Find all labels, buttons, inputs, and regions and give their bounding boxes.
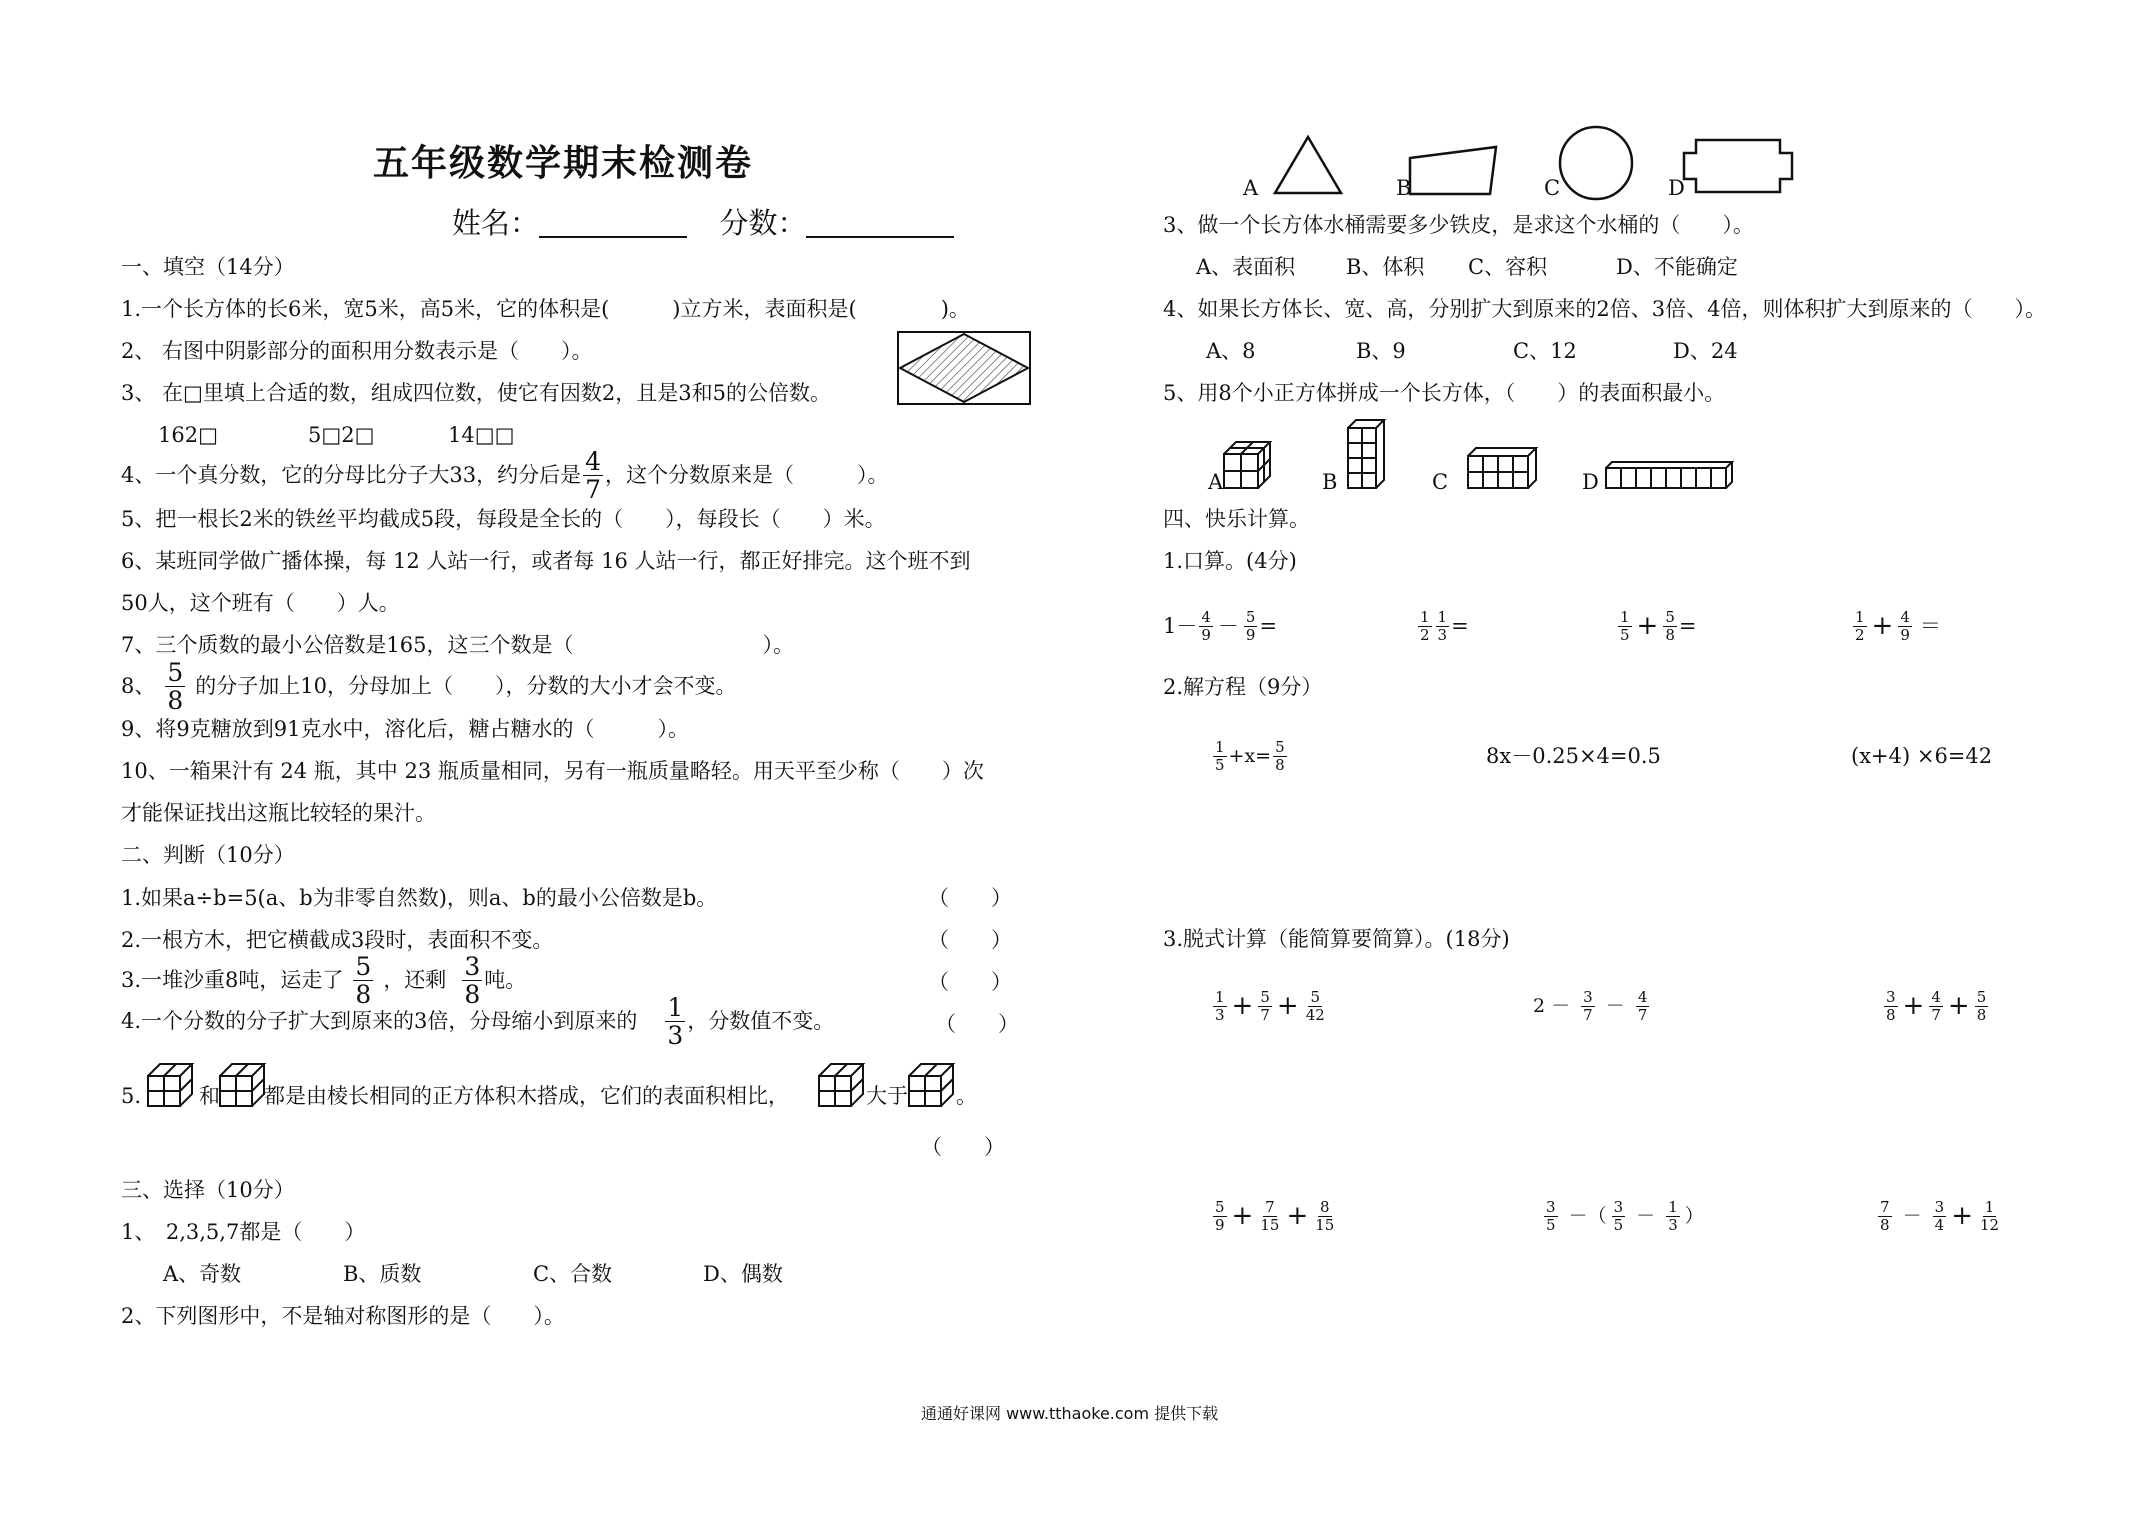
judge-q5-and: 和 (199, 1084, 220, 1108)
judge-q2: 2.一根方木，把它横截成3段时，表面积不变。 (121, 928, 554, 952)
section2-heading: 二、判断（10分） (121, 843, 295, 867)
judge-q5-bigger: 大于 (866, 1084, 908, 1108)
choice-q2: 2、下列图形中，不是轴对称图形的是（ ）。 (121, 1304, 565, 1328)
choice-q1-option-b[interactable]: B、质数 (343, 1262, 422, 1286)
trapezoid-shape (1406, 144, 1498, 196)
fraction: $\frac{3}{5}$ (1613, 1197, 1624, 1234)
cuboid-tall (1346, 418, 1386, 490)
fill-q4 (121, 446, 889, 504)
q4-fraction: $\frac{4}{7}$ (585, 446, 601, 504)
judge-q3-pre: 3.一堆沙重8吨，运走了 (121, 967, 344, 992)
name-label: 姓名： (452, 206, 540, 240)
fill-q10-line1: 10、一箱果汁有 24 瓶，其中 23 瓶质量相同，另有一瓶质量略轻。用天平至少称（ ）次 (121, 759, 984, 783)
name-field (452, 208, 954, 238)
page-title: 五年级数学期末检测卷 (373, 142, 754, 184)
operator: ） (1684, 1204, 1704, 1227)
judge-q4-answer[interactable]: （ ） (935, 1012, 1019, 1036)
calc-row2-item2 (1542, 1194, 1707, 1238)
operator: + (1947, 991, 1970, 1021)
operator: + (1231, 1201, 1254, 1231)
cube-figure-b (218, 1060, 270, 1108)
calc-row1-item2 (1530, 984, 1651, 1028)
fraction: $\frac{1}{3}$ (1668, 1197, 1678, 1234)
fill-q5: 5、把一根长2米的铁丝平均截成5段，每段是全长的（ ），每段长（ ）米。 (121, 507, 886, 531)
choice-q3: 3、做一个长方体水桶需要多少铁皮，是求这个水桶的（ ）。 (1163, 213, 1754, 237)
judge-q4 (121, 992, 835, 1050)
choice-q4-option-b[interactable]: B、9 (1356, 339, 1406, 363)
choice-q3-option-d[interactable]: D、不能确定 (1616, 255, 1738, 279)
judge-q4-post: ，分数值不变。 (687, 1008, 835, 1033)
score-label: 分数： (719, 206, 807, 240)
judge-q4-pre: 4.一个分数的分子扩大到原来的3倍，分母缩小到原来的 (121, 1008, 638, 1033)
fraction: $\frac{3}{5}$ (1546, 1197, 1556, 1234)
fraction: $\frac{5}{7}$ (1260, 987, 1270, 1024)
choice-q4: 4、如果长方体长、宽、高，分别扩大到原来的2倍、3倍、4倍，则体积扩大到原来的（ ）。 (1163, 297, 2046, 321)
judge-q5-text: 都是由棱长相同的正方体积木搭成，它们的表面积相比， (264, 1084, 789, 1108)
fraction: $\frac{5}{8}$ (1976, 987, 1987, 1024)
fraction: $\frac{7}{8}$ (1880, 1197, 1890, 1234)
fill-q6-line2: 50人，这个班有（ ）人。 (121, 591, 400, 615)
shape-label-b[interactable]: B (1396, 176, 1412, 200)
cuboid-2x2x2 (1222, 440, 1272, 490)
triangle-shape (1272, 134, 1344, 196)
operator: － (1896, 1204, 1928, 1227)
fill-q1: 1.一个长方体的长6米，宽5米，高5米，它的体积是( )立方米，表面积是( )。 (121, 297, 970, 321)
judge-q3-answer[interactable]: （ ） (928, 970, 1012, 994)
q8-text-post: 的分子加上10，分母加上（ ），分数的大小才会不变。 (195, 673, 737, 698)
judge-q3-post: 吨。 (484, 967, 527, 992)
fill-q2: 2、 右图中阴影部分的面积用分数表示是（ ）。 (121, 339, 593, 363)
score-blank[interactable] (806, 208, 954, 238)
judge-q3-mid: ，还剩 (383, 967, 447, 992)
choice-q1-option-d[interactable]: D、偶数 (703, 1262, 783, 1286)
calc-row2-item3 (1876, 1194, 2003, 1238)
cuboid-label-b[interactable]: B (1322, 470, 1338, 494)
operator: － (1630, 1204, 1662, 1227)
fill-q8 (121, 657, 737, 715)
choice-q3-option-b[interactable]: B、体积 (1346, 255, 1425, 279)
operator: －（ (1562, 1204, 1607, 1227)
operator: + (1951, 1201, 1973, 1231)
circle-shape (1557, 124, 1635, 202)
fill-q7: 7、三个质数的最小公倍数是165，这三个数是（ ）。 (121, 633, 794, 657)
fraction: $\frac{7}{15}$ (1260, 1197, 1280, 1234)
notched-rectangle-shape (1682, 137, 1794, 195)
oral-item-1: 1－ $\frac{4}{9}$ － $\frac{5}{9}$ = (1163, 607, 1278, 644)
fraction: $\frac{5}{9}$ (1215, 1197, 1225, 1234)
name-blank[interactable] (539, 208, 687, 238)
choice-q1: 1、 2,3,5,7都是（ ） (121, 1220, 366, 1244)
footer-text: 通通好课网 www.tthaoke.com 提供下载 (921, 1404, 1219, 1423)
fraction: $\frac{1}{12}$ (1979, 1197, 2000, 1234)
choice-q1-option-c[interactable]: C、合数 (533, 1262, 613, 1286)
operator: － (1599, 994, 1631, 1017)
choice-q4-option-a[interactable]: A、8 (1206, 339, 1256, 363)
judge-q3 (121, 951, 527, 1009)
shape-label-d[interactable]: D (1668, 176, 1685, 200)
section3-heading: 三、选择（10分） (121, 1178, 295, 1202)
equation-2: 8x－0.25×4=0.5 (1486, 744, 1661, 768)
judge-q1-answer[interactable]: （ ） (928, 886, 1012, 910)
operator: + (1286, 1201, 1309, 1231)
section4-heading: 四、快乐计算。 (1163, 507, 1310, 531)
q8-fraction: $\frac{5}{8}$ (167, 657, 184, 715)
cube-figure-b-compare (907, 1060, 959, 1108)
cuboid-wide (1466, 446, 1538, 490)
calc-row1-item1 (1211, 984, 1329, 1028)
judge-q5-answer[interactable]: （ ） (921, 1135, 1005, 1159)
choice-q4-option-c[interactable]: C、12 (1513, 339, 1577, 363)
shape-label-c[interactable]: C (1544, 176, 1561, 200)
fraction: $\frac{8}{15}$ (1315, 1197, 1335, 1234)
cuboid-long (1604, 460, 1736, 490)
choice-q1-option-a[interactable]: A、奇数 (163, 1262, 242, 1286)
fraction: $\frac{1}{3}$ (1215, 987, 1225, 1024)
cuboid-label-d[interactable]: D (1582, 470, 1599, 494)
equation-1: $\frac{1}{5}$ +x= $\frac{5}{8}$ (1215, 737, 1285, 774)
judge-q2-answer[interactable]: （ ） (928, 928, 1012, 952)
judge-q5-number: 5. (121, 1084, 142, 1108)
choice-q4-option-d[interactable]: D、24 (1673, 339, 1738, 363)
oral-item-3: $\frac{1}{5}$ + $\frac{5}{8}$ = (1620, 607, 1697, 644)
oral-heading: 1.口算。(4分) (1163, 549, 1297, 573)
calc-row2-item1 (1211, 1194, 1338, 1238)
cuboid-label-a[interactable]: A (1208, 470, 1224, 494)
judge-q3-fraction1: $\frac{5}{8}$ (355, 951, 372, 1009)
section1-heading: 一、填空（14分） (121, 255, 295, 279)
fraction: $\frac{5}{42}$ (1305, 987, 1325, 1024)
fill-q6-line1: 6、某班同学做广播体操，每 12 人站一行，或者每 16 人站一行，都正好排完。这个班不到 (121, 549, 971, 573)
choice-q3-option-c[interactable]: C、容积 (1468, 255, 1548, 279)
cube-figure-a-compare (817, 1060, 869, 1108)
fraction: $\frac{3}{4}$ (1934, 1197, 1945, 1234)
judge-q5-end: 。 (956, 1084, 977, 1108)
fraction: $\frac{3}{7}$ (1583, 987, 1593, 1024)
calc-row1-item3 (1882, 984, 1990, 1028)
operator: + (1902, 991, 1925, 1021)
shaded-rhombus-figure (897, 331, 1031, 405)
operator: 2 － (1533, 994, 1577, 1017)
oral-item-4: $\frac{1}{2}$ + $\frac{4}{9}$ ＝ (1855, 607, 1941, 644)
fill-q9: 9、将9克糖放到91克水中，溶化后，糖占糖水的（ ）。 (121, 717, 689, 741)
cuboid-label-c[interactable]: C (1432, 470, 1449, 494)
fraction: $\frac{4}{7}$ (1931, 987, 1941, 1024)
equation-3: (x+4) ×6=42 (1851, 744, 1993, 768)
cube-figure-a (146, 1060, 198, 1108)
operator: + (1231, 991, 1254, 1021)
judge-q4-fraction: $\frac{1}{3}$ (667, 992, 684, 1050)
q4-text-pre: 4、一个真分数，它的分母比分子大33，约分后是 (121, 462, 582, 487)
shape-label-a[interactable]: A (1243, 176, 1259, 200)
fill-q10-line2: 才能保证找出这瓶比较轻的果汁。 (121, 801, 436, 825)
q3-option-3: 14□□ (448, 423, 515, 447)
q3-option-1: 162□ (158, 423, 218, 447)
q4-text-post: ，这个分数原来是（ ）。 (605, 462, 889, 487)
q8-text-pre: 8、 (121, 673, 156, 698)
fraction: $\frac{3}{8}$ (1886, 987, 1896, 1024)
oral-item-2: $\frac{1}{2}$ $\frac{1}{3}$ = (1420, 607, 1469, 644)
choice-q3-option-a[interactable]: A、表面积 (1196, 255, 1296, 279)
calc-heading: 3.脱式计算（能简算要简算）。(18分) (1163, 927, 1510, 951)
fraction: $\frac{4}{7}$ (1637, 987, 1648, 1024)
q3-option-2: 5□2□ (308, 423, 375, 447)
equation-heading: 2.解方程（9分） (1163, 675, 1323, 699)
fill-q3: 3、 在□里填上合适的数，组成四位数，使它有因数2，且是3和5的公倍数。 (121, 381, 831, 405)
judge-q1: 1.如果a÷b=5(a、b为非零自然数)，则a、b的最小公倍数是b。 (121, 886, 718, 910)
choice-q5: 5、用8个小正方体拼成一个长方体，（ ）的表面积最小。 (1163, 381, 1726, 405)
judge-q3-fraction2: $\frac{3}{8}$ (464, 951, 481, 1009)
operator: + (1276, 991, 1299, 1021)
